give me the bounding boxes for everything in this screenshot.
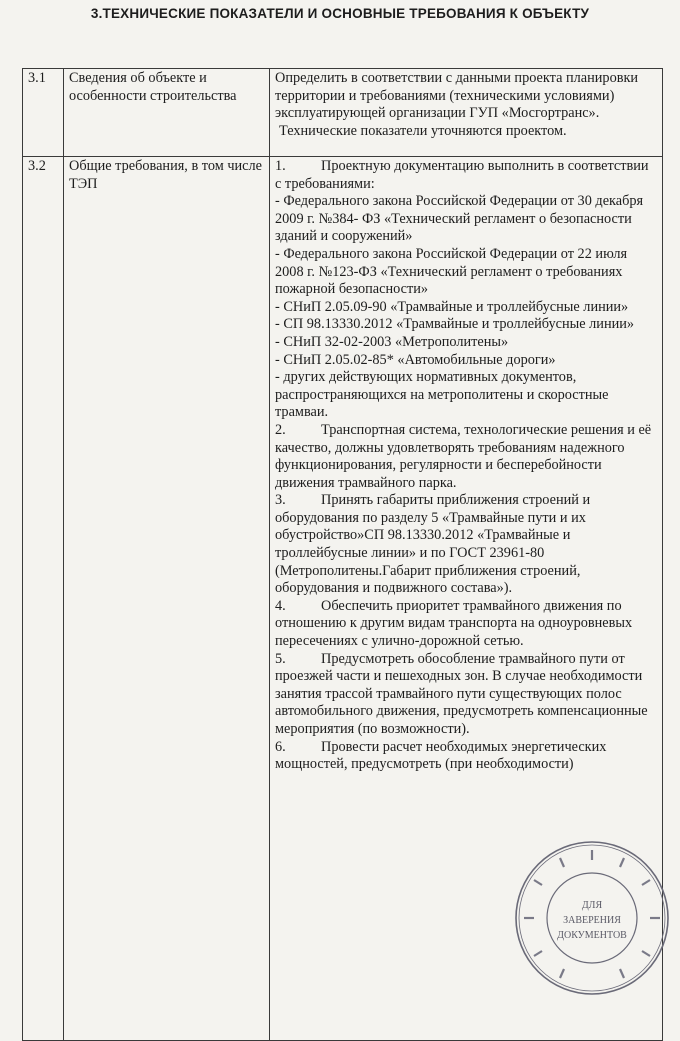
item-number: 6. — [275, 738, 286, 755]
row-requirements — [270, 69, 663, 157]
item-text: Принять габариты приближения строений и оборудования по разделу 5 «Трамвайные пути и их обустройство»СП 98.13330.2012 «Трамвайные и троллейбусные линии» и по ГОСТ 23961-80 (Метрополитены.Габарит приближения строений, оборудования и подвижного состава»). — [275, 492, 591, 597]
requirement-item — [275, 246, 658, 299]
item-number: 2. — [275, 421, 286, 438]
requirement-item — [275, 334, 658, 352]
requirement-item — [275, 422, 658, 492]
requirement-item — [275, 352, 658, 370]
page-title: 3.ТЕХНИЧЕСКИЕ ПОКАЗАТЕЛИ И ОСНОВНЫЕ ТРЕБОВАНИЯ К ОБЪЕКТУ — [90, 6, 590, 21]
item-text: Обеспечить приоритет трамвайного движения по отношению к другим видам транспорта на одноуровневых пересечениях с улично-дорожной сетью. — [275, 597, 633, 650]
requirement-item — [275, 651, 658, 739]
row-number: 3.2 — [23, 157, 64, 1041]
requirement-line: Технические показатели уточняются проектом. — [279, 122, 567, 139]
row-name: Общие требования, в том числе ТЭП — [64, 157, 270, 1041]
stamp-line: ЗАВЕРЕНИЯ — [563, 915, 621, 926]
item-text: Транспортная система, технологические решения и её качество, должны удовлетворять требованиям надежного функционирования, регулярности и бесперебойности движения трамвайного парка. — [275, 421, 652, 491]
item-text: - Федерального закона Российской Федерации от 22 июля 2008 г. №123-ФЗ «Технический регламент о требованиях пожарной безопасности» — [275, 245, 628, 298]
requirement-item — [275, 739, 658, 774]
item-number: 1. — [275, 158, 286, 174]
stamp-ring-marks — [524, 850, 660, 978]
table-row — [23, 69, 663, 157]
requirement-line: Определить в соответствии с данными проекта планировки территории и требованиями (техническими условиями) эксплуатирующей организации ГУП «Мосгортранс». — [275, 70, 639, 122]
item-text: Провести расчет необходимых энергетических мощностей, предусмотреть (при необходимости) — [275, 738, 607, 773]
requirement-item — [275, 598, 658, 651]
stamp-line: ДОКУМЕНТОВ — [557, 930, 627, 941]
item-text: Проектную документацию выполнить в соответствии с требованиями: — [275, 158, 649, 192]
stamp-line: ДЛЯ — [581, 900, 603, 911]
item-text: - Федерального закона Российской Федерации от 30 декабря 2009 г. №384- ФЗ «Технический регламент о безопасности зданий и сооружений» — [275, 193, 644, 245]
row-name: Сведения об объекте и особенности строительства — [64, 69, 270, 157]
item-text: - СНиП 2.05.09-90 «Трамвайные и троллейбусные линии» — [275, 298, 629, 315]
requirement-item — [275, 299, 658, 317]
requirement-item — [275, 492, 658, 598]
item-number: 4. — [275, 597, 286, 614]
requirement-item — [275, 369, 658, 422]
certification-stamp — [512, 838, 672, 998]
item-text: - СНиП 2.05.02-85* «Автомобильные дороги» — [275, 351, 556, 368]
requirement-item — [275, 158, 658, 193]
row-number: 3.1 — [23, 69, 64, 157]
item-text: - СНиП 32-02-2003 «Метрополитены» — [275, 333, 509, 350]
item-text: - других действующих нормативных документов, распространяющихся на метрополитены и скоростные трамваи. — [275, 369, 609, 421]
requirement-item — [275, 193, 658, 246]
item-number: 5. — [275, 650, 286, 667]
requirement-item — [275, 316, 658, 334]
item-text: Предусмотреть обособление трамвайного пути от проезжей части и пешеходных зон. В случае необходимости занятия трассой трамвайного пути существующих полос автомобильного движения, предусмотреть компенсационные мероприятия (по возможности). — [275, 650, 648, 737]
item-number: 3. — [275, 492, 286, 509]
item-text: - СП 98.13330.2012 «Трамвайные и троллейбусные линии» — [275, 316, 635, 333]
